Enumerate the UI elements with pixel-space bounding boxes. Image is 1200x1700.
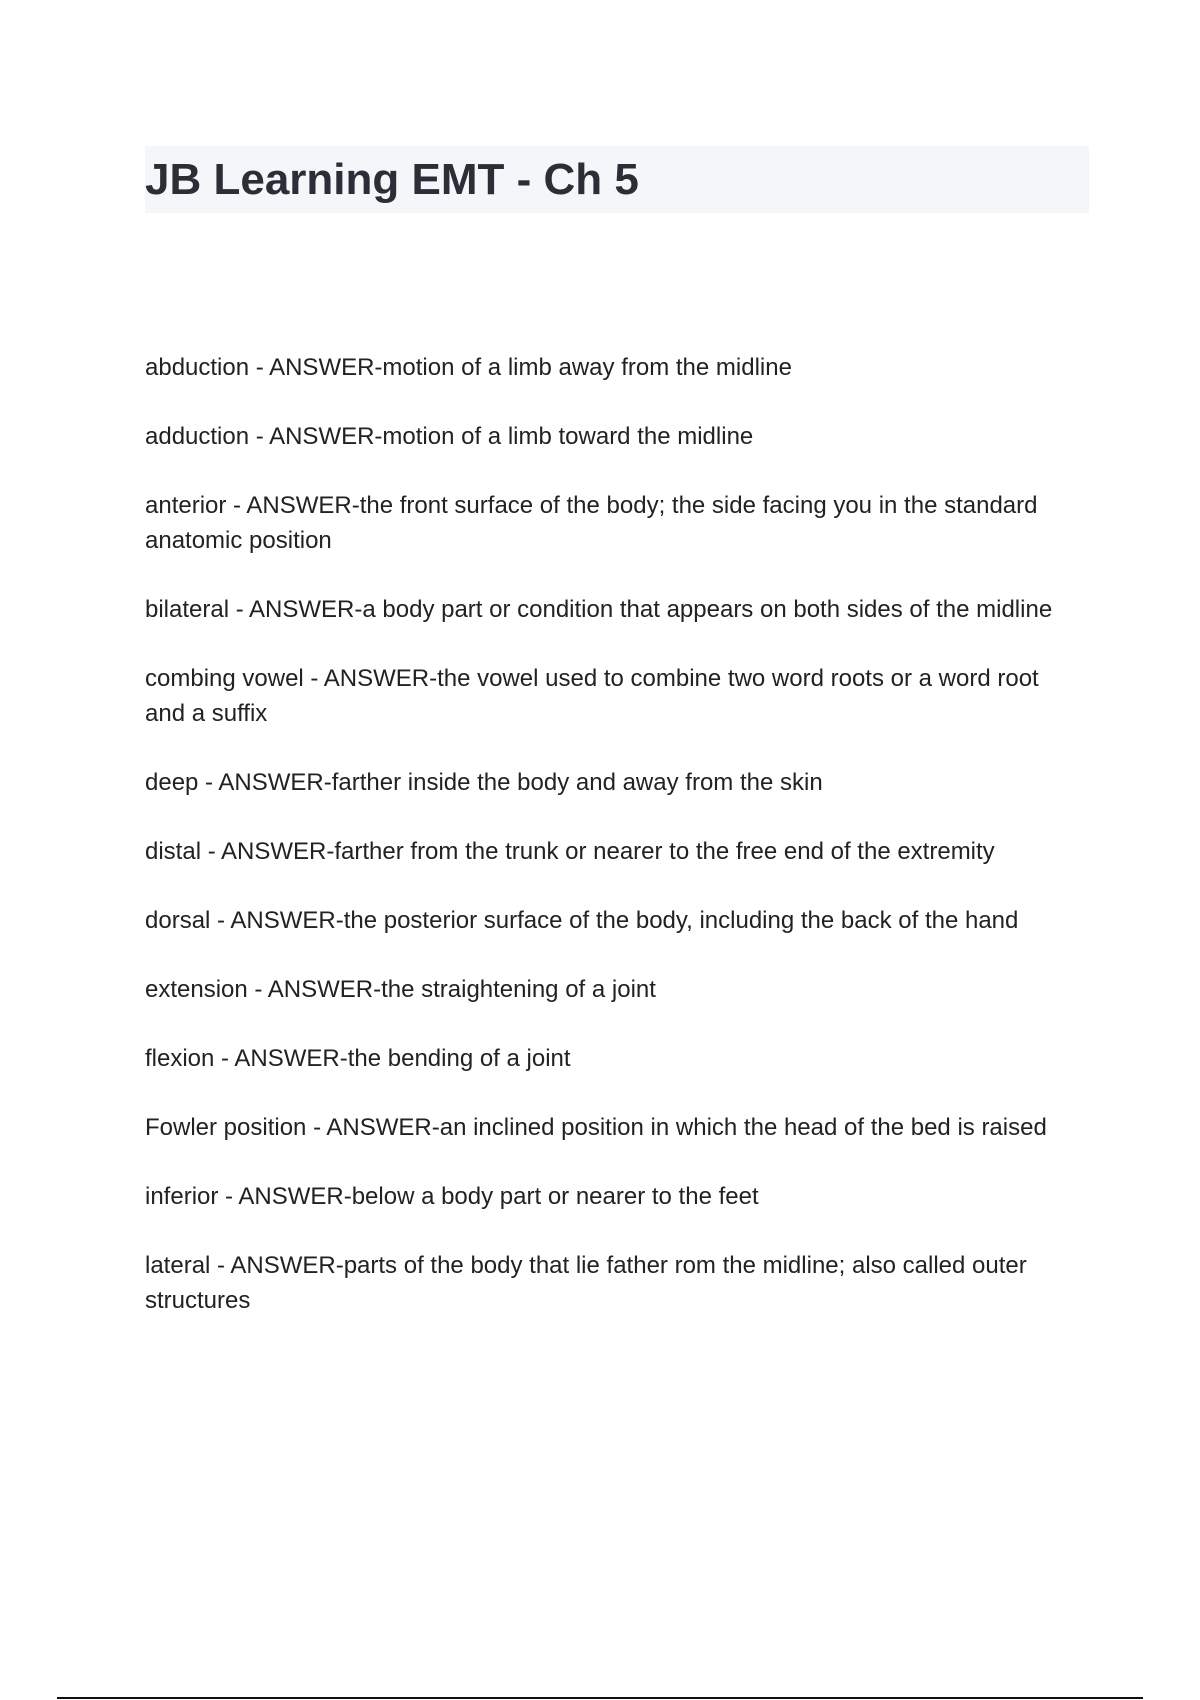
glossary-entry-deep: deep - ANSWER-farther inside the body and away from the skin: [145, 769, 823, 796]
glossary-entry-flexion: flexion - ANSWER-the bending of a joint: [145, 1045, 571, 1072]
footer-divider: [57, 1697, 1143, 1699]
title-bar: [145, 146, 1089, 213]
document-title: JB Learning EMT - Ch 5: [145, 154, 639, 204]
glossary-entry-inferior: inferior - ANSWER-below a body part or nearer to the feet: [145, 1183, 759, 1210]
glossary-entry-lateral: lateral - ANSWER-parts of the body that lie father rom the midline; also called outer structures: [145, 1252, 1027, 1314]
glossary-entry-fowler-position: Fowler position - ANSWER-an inclined position in which the head of the bed is raised: [145, 1114, 1047, 1141]
glossary-entry-anterior: anterior - ANSWER-the front surface of the body; the side facing you in the standard anatomic position: [145, 492, 1038, 554]
glossary-entry-adduction: adduction - ANSWER-motion of a limb toward the midline: [145, 423, 754, 450]
glossary-entry-distal: distal - ANSWER-farther from the trunk or nearer to the free end of the extremity: [145, 838, 995, 865]
glossary-entry-combing-vowel: combing vowel - ANSWER-the vowel used to combine two word roots or a word root and a suffix: [145, 665, 1039, 727]
glossary-entry-bilateral: bilateral - ANSWER-a body part or condition that appears on both sides of the midline: [145, 596, 1053, 623]
glossary-entry-extension: extension - ANSWER-the straightening of a joint: [145, 976, 656, 1003]
glossary-entry-dorsal: dorsal - ANSWER-the posterior surface of the body, including the back of the hand: [145, 907, 1019, 934]
glossary-list: [145, 350, 1085, 1352]
glossary-entry-abduction: abduction - ANSWER-motion of a limb away from the midline: [145, 354, 792, 381]
